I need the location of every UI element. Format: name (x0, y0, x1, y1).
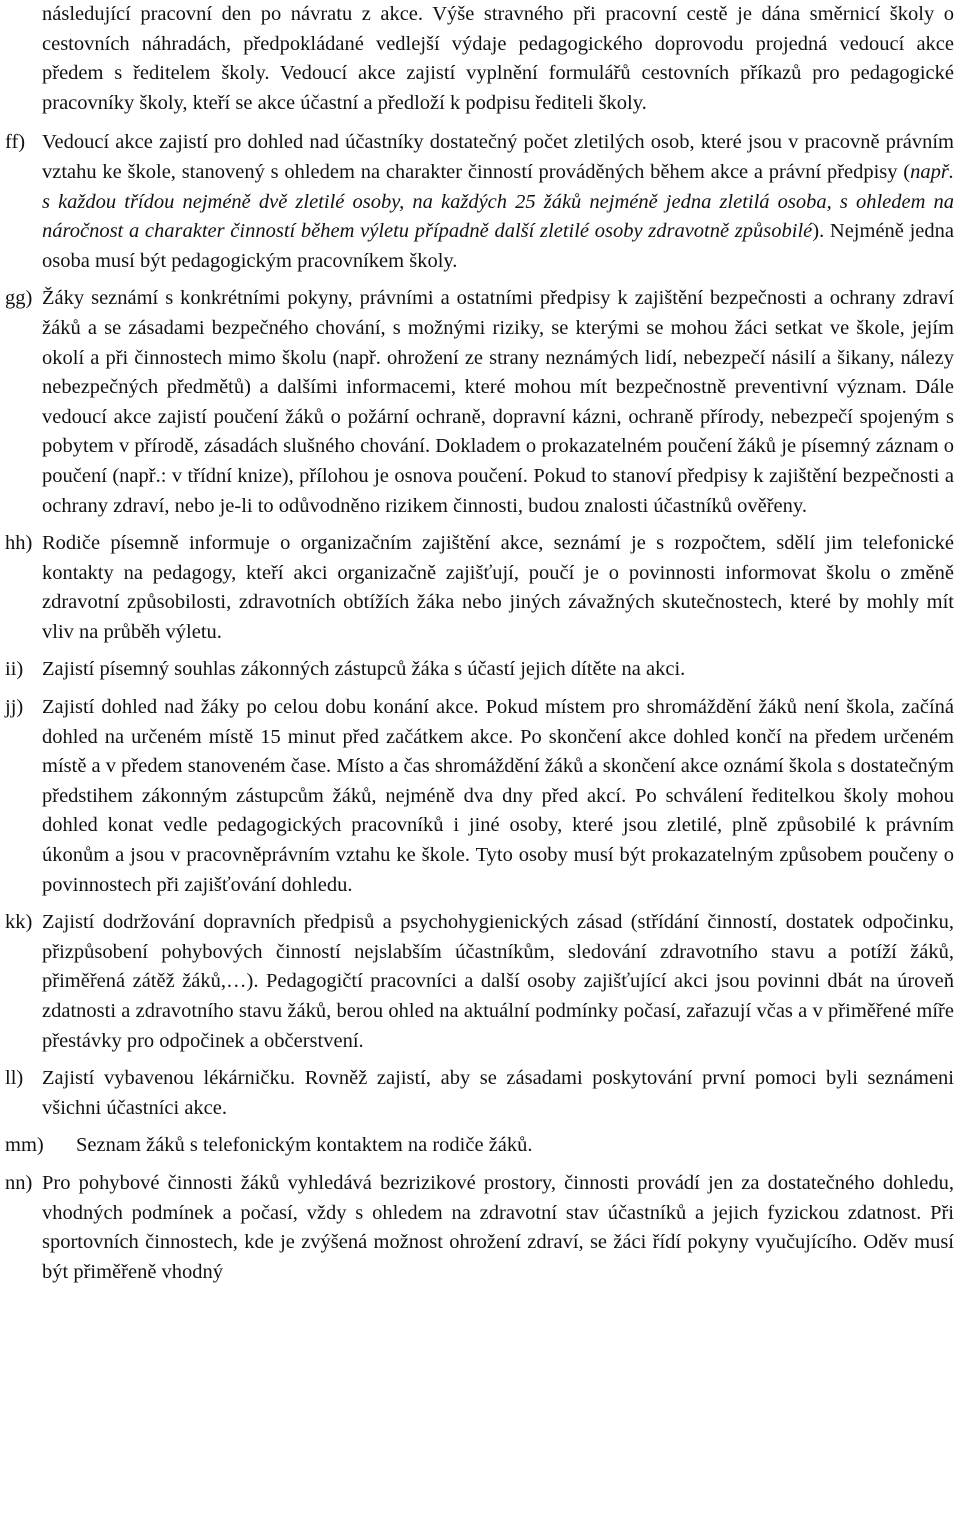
list-item-label: gg) (5, 287, 33, 310)
list-item-ll (5, 1064, 954, 1123)
list-item-label: ii) (5, 658, 24, 681)
list-item-text: Rodiče písemně informuje o organizačním zajištění akce, seznámí je s rozpočtem, sdělí jim telefonické kontakty na pedagogy, kteří akci organizačně zajišťují, poučí je o povinnosti informovat školu o změně zdravotní způsobilosti, zdravotních obtížích žáka nebo jiných závažných skutečnostech, které by mohly mít vliv na průběh výletu. (42, 532, 954, 643)
list-item-text: Seznam žáků s telefonickým kontaktem na rodiče žáků. (76, 1134, 533, 1157)
list-item-label: kk) (5, 911, 33, 934)
list-item-hh (5, 529, 954, 647)
list-item-text: Zajistí písemný souhlas zákonných zástupců žáka s účastí jejich dítěte na akci. (42, 658, 686, 681)
list-item-text: Pro pohybové činnosti žáků vyhledává bezrizikové prostory, činnosti provádí jen za dostatečného dohledu, vhodných podmínek a počasí, vždy s ohledem na zdravotní stav účastníků a jejich fyzickou zdatnost. Při sportovních činnostech, kde je zvýšená možnost ohrožení zdraví, se žáci řídí pokyny vyučujícího. Oděv musí být přiměřeně vhodný (42, 1171, 954, 1283)
list-item-label: ll) (5, 1067, 24, 1090)
list-item-ii (5, 655, 954, 685)
list-item-label: hh) (5, 532, 33, 555)
list-item-italic-example: např. s každou třídou nejméně dvě zletilé osoby, na každých 25 žáků nejméně jedna zletilá osoba, s ohledem na náročnost a charakter činností během výletu případně další zletilé osoby zdravotně způsobilé (42, 160, 954, 243)
list-item-label: ff) (5, 131, 26, 154)
list-item-label: jj) (5, 696, 24, 719)
list-item-text: Žáky seznámí s konkrétními pokyny, právními a ostatními předpisy k zajištění bezpečnosti a ochrany zdraví žáků a se zásadami bezpečného chování, s možnými riziky, se kterými se mohou žáci setkat ve škole, jejím okolí a při činnostech mimo školu (např. ohrožení ze strany neznámých lidí, nebezpečí násilí a šikany, nálezy nebezpečných předmětů) a dalšími informacemi, které mohou mít bezpečnostně preventivní význam. Dále vedoucí akce zajistí poučení žáků o požární ochraně, dopravní kázni, ochraně přírody, nebezpečí spojeným s pobytem v přírodě, zásadách slušného chování. Dokladem o prokazatelném poučení žáků je písemný záznam o poučení (např.: v třídní knize), přílohou je osnova poučení. Pokud to stanoví předpisy k zajištění bezpečnosti a ochrany zdraví, nebo je-li to odůvodněno rizikem činnosti, budou znalosti účastníků ověřeny. (42, 287, 954, 517)
list-item-text-part: ). Nejméně jedna osoba musí být pedagogickým pracovníkem školy. (42, 220, 954, 272)
list-item-jj (5, 693, 954, 900)
list-item-text (42, 128, 954, 276)
list-item-kk (5, 908, 954, 1056)
list-item-text-part: Vedoucí akce zajistí pro dohled nad účastníky dostatečný počet zletilých osob, které jsou v pracovně právním vztahu ke škole, stanovený s ohledem na charakter činností prováděných během akce a právní předpisy ( (42, 131, 954, 183)
list-item-text: Zajistí vybavenou lékárničku. Rovněž zajistí, aby se zásadami poskytování první pomoci byli seznámeni všichni účastníci akce. (42, 1067, 954, 1119)
list-item-text: Zajistí dohled nad žáky po celou dobu konání akce. Pokud místem pro shromáždění žáků není škola, začíná dohled na určeném místě 15 minut před začátkem akce. Po skončení akce dohled končí na předem určeném místě a v předem stanoveném čase. Místo a čas shromáždění žáků a skončení akce oznámí škola s dostatečným předstihem zákonným zástupcům žáků, nejméně dva dny před akcí. Po schválení ředitelkou školy mohou dohled konat vedle pedagogických pracovníků i jiné osoby, které jsou zletilé, plně způsobilé k právním úkonům a jsou v pracovněprávním vztahu ke škole. Tyto osoby musí být prokazatelným způsobem poučeny o povinnostech při zajišťování dohledu. (42, 696, 954, 896)
continuation-paragraph: následující pracovní den po návratu z akce. Výše stravného při pracovní cestě je dána směrnicí školy o cestovních náhradách, předpokládané vedlejší výdaje pedagogického doprovodu projedná vedoucí akce předem s ředitelem školy. Vedoucí akce zajistí vyplnění formulářů cestovních příkazů pro pedagogické pracovníky školy, kteří se akce účastní a předloží k podpisu řediteli školy. (42, 3, 954, 114)
list-item-ff (5, 128, 954, 276)
list-item-label: mm) (5, 1134, 44, 1157)
list-item-text: Zajistí dodržování dopravních předpisů a psychohygienických zásad (střídání činností, dostatek odpočinku, přizpůsobení pohybových činností nejslabším účastníkům, sledování zdravotního stavu a potíží žáků, přiměřená zátěž žáků,…). Pedagogičtí pracovníci a další osoby zajišťující akci jsou povinni dbát na úroveň zdatnosti a zdravotního stavu žáků, berou ohled na aktuální podmínky počasí, zařazují včas a v přiměřené míře přestávky pro odpočinek a občerstvení. (42, 911, 954, 1052)
list-item-nn (5, 1169, 954, 1287)
list-item-mm (5, 1131, 954, 1161)
list-item-gg (5, 284, 954, 521)
list-item-label: nn) (5, 1171, 33, 1194)
